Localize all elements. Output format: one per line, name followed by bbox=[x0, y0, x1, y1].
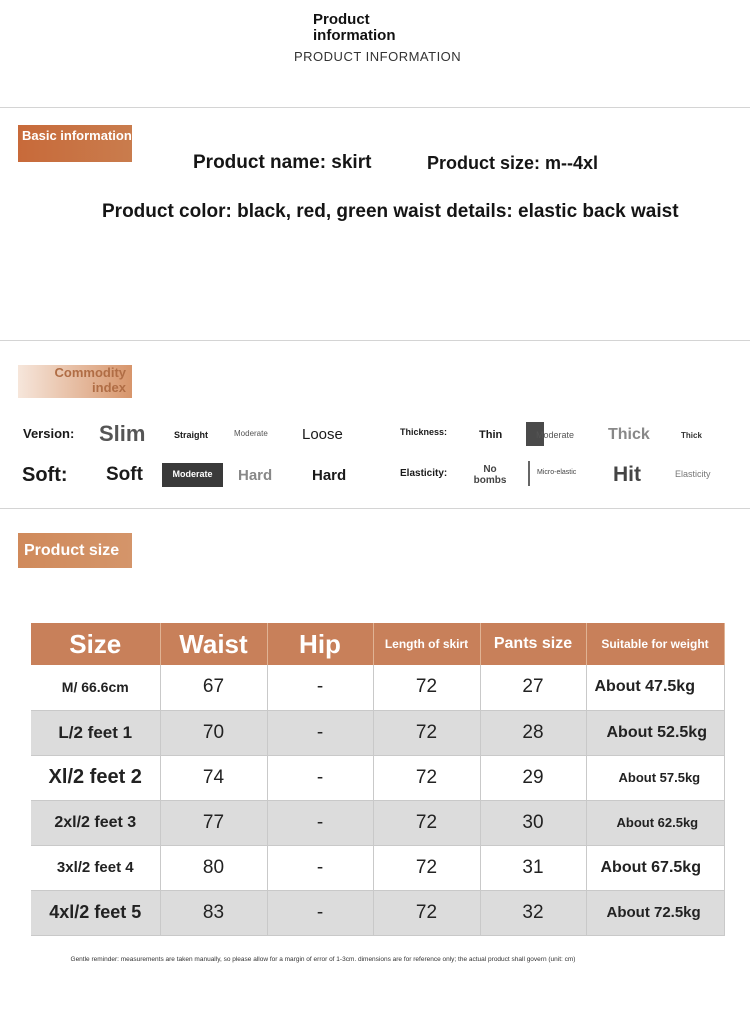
thickness-option-thick: Thick bbox=[608, 426, 650, 443]
soft-option-moderate: Moderate bbox=[162, 463, 223, 487]
cell-weight: About 47.5kg bbox=[586, 665, 724, 710]
soft-option-hard: Hard bbox=[238, 467, 273, 484]
cell-pants: 31 bbox=[480, 845, 586, 890]
version-option-moderate: Moderate bbox=[234, 429, 268, 438]
soft-option-hard-2: Hard bbox=[312, 467, 347, 484]
cell-length: 72 bbox=[373, 665, 480, 710]
cell-pants: 28 bbox=[480, 710, 586, 755]
cell-size: Xl/2 feet 2 bbox=[31, 755, 160, 800]
cell-waist: 83 bbox=[160, 890, 267, 935]
header-pants-size: Pants size bbox=[480, 623, 586, 665]
table-row bbox=[31, 800, 724, 845]
commodity-index-badge: Commodity index bbox=[18, 365, 132, 398]
cell-waist: 67 bbox=[160, 665, 267, 710]
product-name: Product name: skirt bbox=[193, 152, 372, 173]
thickness-option-thick-2: Thick bbox=[681, 431, 702, 440]
product-color: Product color: black, red, green waist details: elastic back waist bbox=[102, 201, 679, 222]
elasticity-selected-marker bbox=[528, 461, 530, 486]
table-row bbox=[31, 710, 724, 755]
cell-length: 72 bbox=[373, 710, 480, 755]
cell-size: 2xl/2 feet 3 bbox=[31, 800, 160, 845]
cell-length: 72 bbox=[373, 800, 480, 845]
measurement-note: Gentle reminder: measurements are taken manually, so please allow for a margin of error of 1-3cm. dimensions are for reference only; the actual product shall govern (unit: cm) bbox=[70, 956, 576, 963]
cell-waist: 74 bbox=[160, 755, 267, 800]
cell-pants: 32 bbox=[480, 890, 586, 935]
cell-hip: - bbox=[267, 800, 373, 845]
cell-weight: About 52.5kg bbox=[586, 710, 724, 755]
thickness-label: Thickness: bbox=[400, 427, 448, 437]
page-title: Product information bbox=[313, 11, 396, 44]
cell-weight: About 62.5kg bbox=[586, 800, 724, 845]
cell-pants: 27 bbox=[480, 665, 586, 710]
header-size: Size bbox=[31, 623, 160, 665]
cell-pants: 29 bbox=[480, 755, 586, 800]
divider bbox=[0, 340, 750, 341]
cell-size: 4xl/2 feet 5 bbox=[31, 890, 160, 935]
table-row bbox=[31, 845, 724, 890]
cell-weight: About 57.5kg bbox=[586, 755, 724, 800]
cell-weight: About 67.5kg bbox=[586, 845, 724, 890]
table-row bbox=[31, 755, 724, 800]
cell-hip: - bbox=[267, 755, 373, 800]
elasticity-label: Elasticity: bbox=[400, 468, 448, 479]
product-size: Product size: m--4xl bbox=[427, 153, 599, 173]
soft-option-soft: Soft bbox=[106, 464, 143, 485]
cell-hip: - bbox=[267, 890, 373, 935]
cell-weight: About 72.5kg bbox=[586, 890, 724, 935]
version-label: Version: bbox=[23, 426, 75, 441]
version-option-loose: Loose bbox=[302, 426, 343, 443]
cell-length: 72 bbox=[373, 845, 480, 890]
thickness-option-thin: Thin bbox=[479, 429, 503, 441]
thickness-option-moderate: Moderate bbox=[536, 430, 575, 440]
version-option-slim: Slim bbox=[99, 421, 146, 446]
divider bbox=[0, 107, 750, 108]
cell-hip: - bbox=[267, 710, 373, 755]
cell-size: 3xl/2 feet 4 bbox=[31, 845, 160, 890]
cell-size: M/ 66.6cm bbox=[31, 665, 160, 710]
cell-waist: 70 bbox=[160, 710, 267, 755]
header-waist: Waist bbox=[160, 623, 267, 665]
cell-waist: 80 bbox=[160, 845, 267, 890]
cell-waist: 77 bbox=[160, 800, 267, 845]
elasticity-option-elasticity: Elasticity bbox=[675, 469, 711, 479]
elasticity-option-micro-elastic: Micro-elastic bbox=[537, 469, 577, 476]
table-row bbox=[31, 890, 724, 935]
basic-info-badge: Basic information bbox=[18, 125, 132, 162]
size-table bbox=[31, 623, 725, 936]
cell-length: 72 bbox=[373, 755, 480, 800]
elasticity-option-no-bombs: No bombs bbox=[473, 464, 507, 486]
cell-pants: 30 bbox=[480, 800, 586, 845]
table-row bbox=[31, 665, 724, 710]
header-weight: Suitable for weight bbox=[586, 623, 724, 665]
page-subtitle: PRODUCT INFORMATION bbox=[294, 49, 462, 64]
divider bbox=[0, 508, 750, 509]
version-option-straight: Straight bbox=[174, 430, 209, 440]
cell-size: L/2 feet 1 bbox=[31, 710, 160, 755]
header-length: Length of skirt bbox=[373, 623, 480, 665]
cell-hip: - bbox=[267, 845, 373, 890]
header-hip: Hip bbox=[267, 623, 373, 665]
soft-label: Soft: bbox=[22, 464, 68, 486]
cell-length: 72 bbox=[373, 890, 480, 935]
product-size-badge: Product size bbox=[18, 533, 132, 568]
elasticity-option-hit: Hit bbox=[613, 463, 641, 486]
size-table-header bbox=[31, 623, 724, 665]
cell-hip: - bbox=[267, 665, 373, 710]
